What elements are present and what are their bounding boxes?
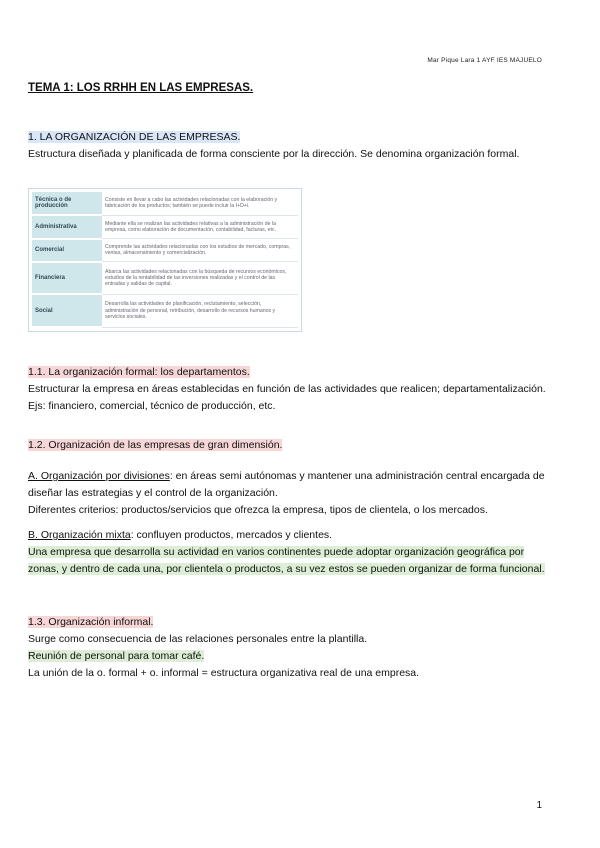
section-1-2-b (28, 527, 548, 578)
section-1-2-heading: 1.2. Organización de las empresas de gran dimensión. (28, 439, 283, 451)
mixed-org-text: : confluyen productos, mercados y clientes. (130, 529, 333, 541)
section-1-3 (28, 614, 548, 682)
table-row-desc: Mediante ella se realizan las actividades relativas a la administración de la empresa, como elaboración de documentación, contabilidad, facturas, etc. (102, 215, 298, 238)
section-1 (28, 129, 548, 163)
table-row-label: Técnica o de producción (32, 192, 102, 215)
table-row-label: Administrativa (32, 215, 102, 238)
table-row-label: Financiera (32, 262, 102, 295)
section-1-1-text: Estructurar la empresa en áreas establecidas en función de las actividades que realicen; departamentalización. Ejs: financiero, comercial, técnico de producción, etc. (28, 383, 546, 412)
section-1-3-heading: 1.3. Organización informal. (28, 616, 154, 628)
section-1-1 (28, 364, 548, 415)
table-row-desc: Comprende las actividades relacionadas con los estudios de mercado, compras, ventas, almacenamiento y comercialización. (102, 239, 298, 262)
table-row (32, 192, 298, 215)
table-row (32, 262, 298, 295)
section-1-text: Estructura diseñada y planificada de forma consciente por la dirección. Se denomina organización formal. (28, 148, 520, 160)
departments-table-image (28, 188, 302, 332)
author-header: Mar Pique Lara 1 AYF IES MAJUELO (427, 57, 542, 64)
mixed-org-label: B. Organización mixta (28, 529, 131, 541)
division-org-text: : en áreas semi autónomas y mantener una administración central encargada de diseñar las estrategias y el control de la organización. (28, 470, 545, 499)
section-1-1-heading: 1.1. La organización formal: los departamentos. (28, 366, 250, 378)
table-row-desc: Abarca las actividades relacionadas con la búsqueda de recursos económicos, estudios de la rentabilidad de las inversiones realizadas y el control de las entradas y salidas de capital. (102, 262, 298, 295)
table-row (32, 239, 298, 262)
table-row-desc: Consiste en llevar a cabo las actividades relacionadas con la elaboración y fabricación de los productos; también se puede incluir la I+D+i. (102, 192, 298, 215)
division-org-label: A. Organización por divisiones (28, 470, 170, 482)
section-1-2-a (28, 468, 548, 519)
document-title: TEMA 1: LOS RRHH EN LAS EMPRESAS. (28, 82, 254, 94)
departments-table (32, 192, 298, 328)
mixed-org-example: Una empresa que desarrolla su actividad en varios continentes puede adoptar organización geográfica por zonas, y dentro de cada una, por clientela o productos, a su vez estos se pueden organizar de forma funcional. (28, 546, 545, 575)
table-row-label: Social (32, 294, 102, 327)
table-row-label: Comercial (32, 239, 102, 262)
section-1-3-text: Surge como consecuencia de las relaciones personales entre la plantilla. (28, 633, 368, 645)
page-number: 1 (536, 800, 542, 811)
section-1-2-heading-block (28, 437, 548, 454)
section-1-heading: 1. LA ORGANIZACIÓN DE LAS EMPRESAS. (28, 131, 241, 143)
informal-org-example: Reunión de personal para tomar café. (28, 650, 205, 662)
table-row (32, 294, 298, 327)
table-row-desc: Desarrolla las actividades de planificación, reclutamiento, selección, administración de personal, retribución, desarrollo de recursos humanos y servicios sociales. (102, 294, 298, 327)
division-criteria-text: Diferentes criterios: productos/servicios que ofrezca la empresa, tipos de clientela, o los mercados. (28, 504, 488, 516)
table-row (32, 215, 298, 238)
section-1-3-conclusion: La unión de la o. formal + o. informal = estructura organizativa real de una empresa. (28, 667, 420, 679)
